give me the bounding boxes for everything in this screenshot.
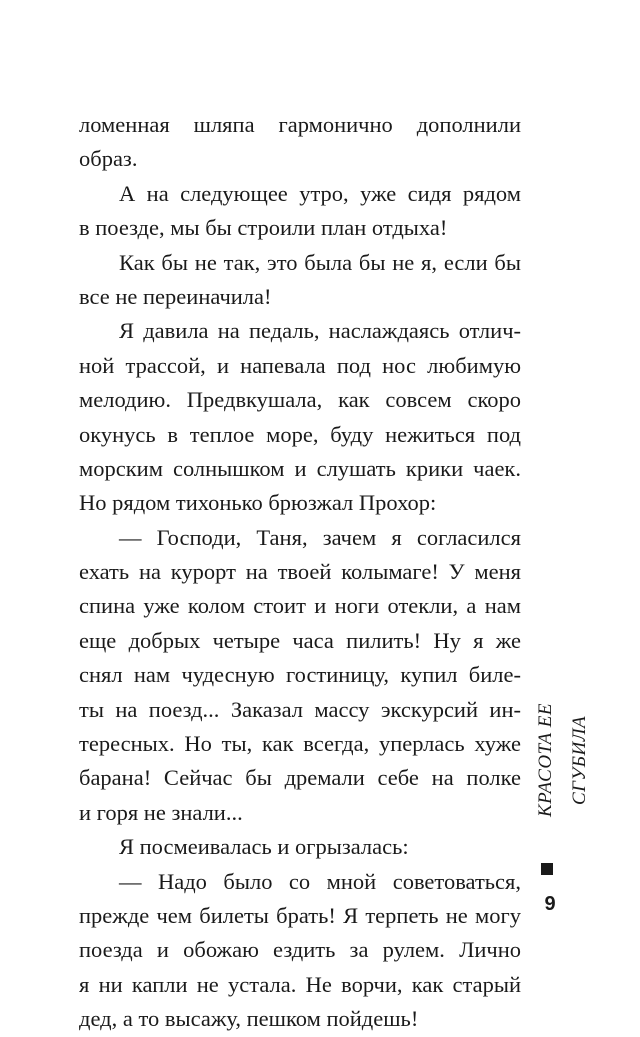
square-bullet-icon <box>541 863 553 875</box>
text-line: в поезде, мы бы строили план отдыха! <box>79 215 448 241</box>
text-line: окунусь в теплое море, буду нежиться под <box>79 421 521 447</box>
text-line: Но рядом тихонько брюзжал Прохор: <box>79 490 437 516</box>
book-title: КРАСОТА ЕЕ СГУБИЛА <box>535 702 590 818</box>
running-header <box>529 670 590 880</box>
text-line: Я посмеивалась и огрызалась: <box>119 834 409 860</box>
text-line: образ. <box>79 146 138 172</box>
text-line: поезда и обожаю ездить за рулем. Лично <box>79 937 521 963</box>
page-number: 9 <box>544 893 556 915</box>
text-line: я ни капли не устала. Не ворчи, как старый <box>79 971 521 997</box>
text-line: ломенная шляпа гармонично дополнили <box>79 112 521 137</box>
text-line: и горя не знали... <box>79 799 243 825</box>
text-line: морским солнышком и слушать крики чаек. <box>79 455 521 481</box>
text-line: Как бы не так, это была бы не я, если бы <box>119 249 521 275</box>
book-page-text <box>79 108 521 1037</box>
text-line: А на следующее утро, уже сидя рядом <box>119 180 521 206</box>
text-line: спина уже колом стоит и ноги отекли, а нам <box>79 593 521 619</box>
text-line: еще добрых четыре часа пилить! Ну я же <box>79 627 521 653</box>
text-line: тересных. Но ты, как всегда, уперлась хуже <box>79 731 521 757</box>
text-line: дед, а то высажу, пешком пойдешь! <box>79 1006 419 1032</box>
text-line: — Господи, Таня, зачем я согласился <box>119 524 521 550</box>
text-line: ной трассой, и напевала под нос любимую <box>79 352 521 378</box>
text-line: барана! Сейчас бы дремали себе на полке <box>79 765 521 791</box>
text-line: — Надо было со мной советоваться, <box>119 868 521 894</box>
text-line: снял нам чудесную гостиницу, купил биле- <box>79 662 521 688</box>
text-line: ты на поезд... Заказал массу экскурсий ин- <box>79 696 521 722</box>
text-line: прежде чем билеты брать! Я терпеть не могу <box>79 902 521 928</box>
text-line: мелодию. Предвкушала, как совсем скоро <box>79 387 521 413</box>
text-line: все не переиначила! <box>79 283 272 309</box>
text-line: ехать на курорт на твоей колымаге! У меня <box>79 559 521 585</box>
text-line: Я давила на педаль, наслаждаясь отлич- <box>119 318 521 344</box>
